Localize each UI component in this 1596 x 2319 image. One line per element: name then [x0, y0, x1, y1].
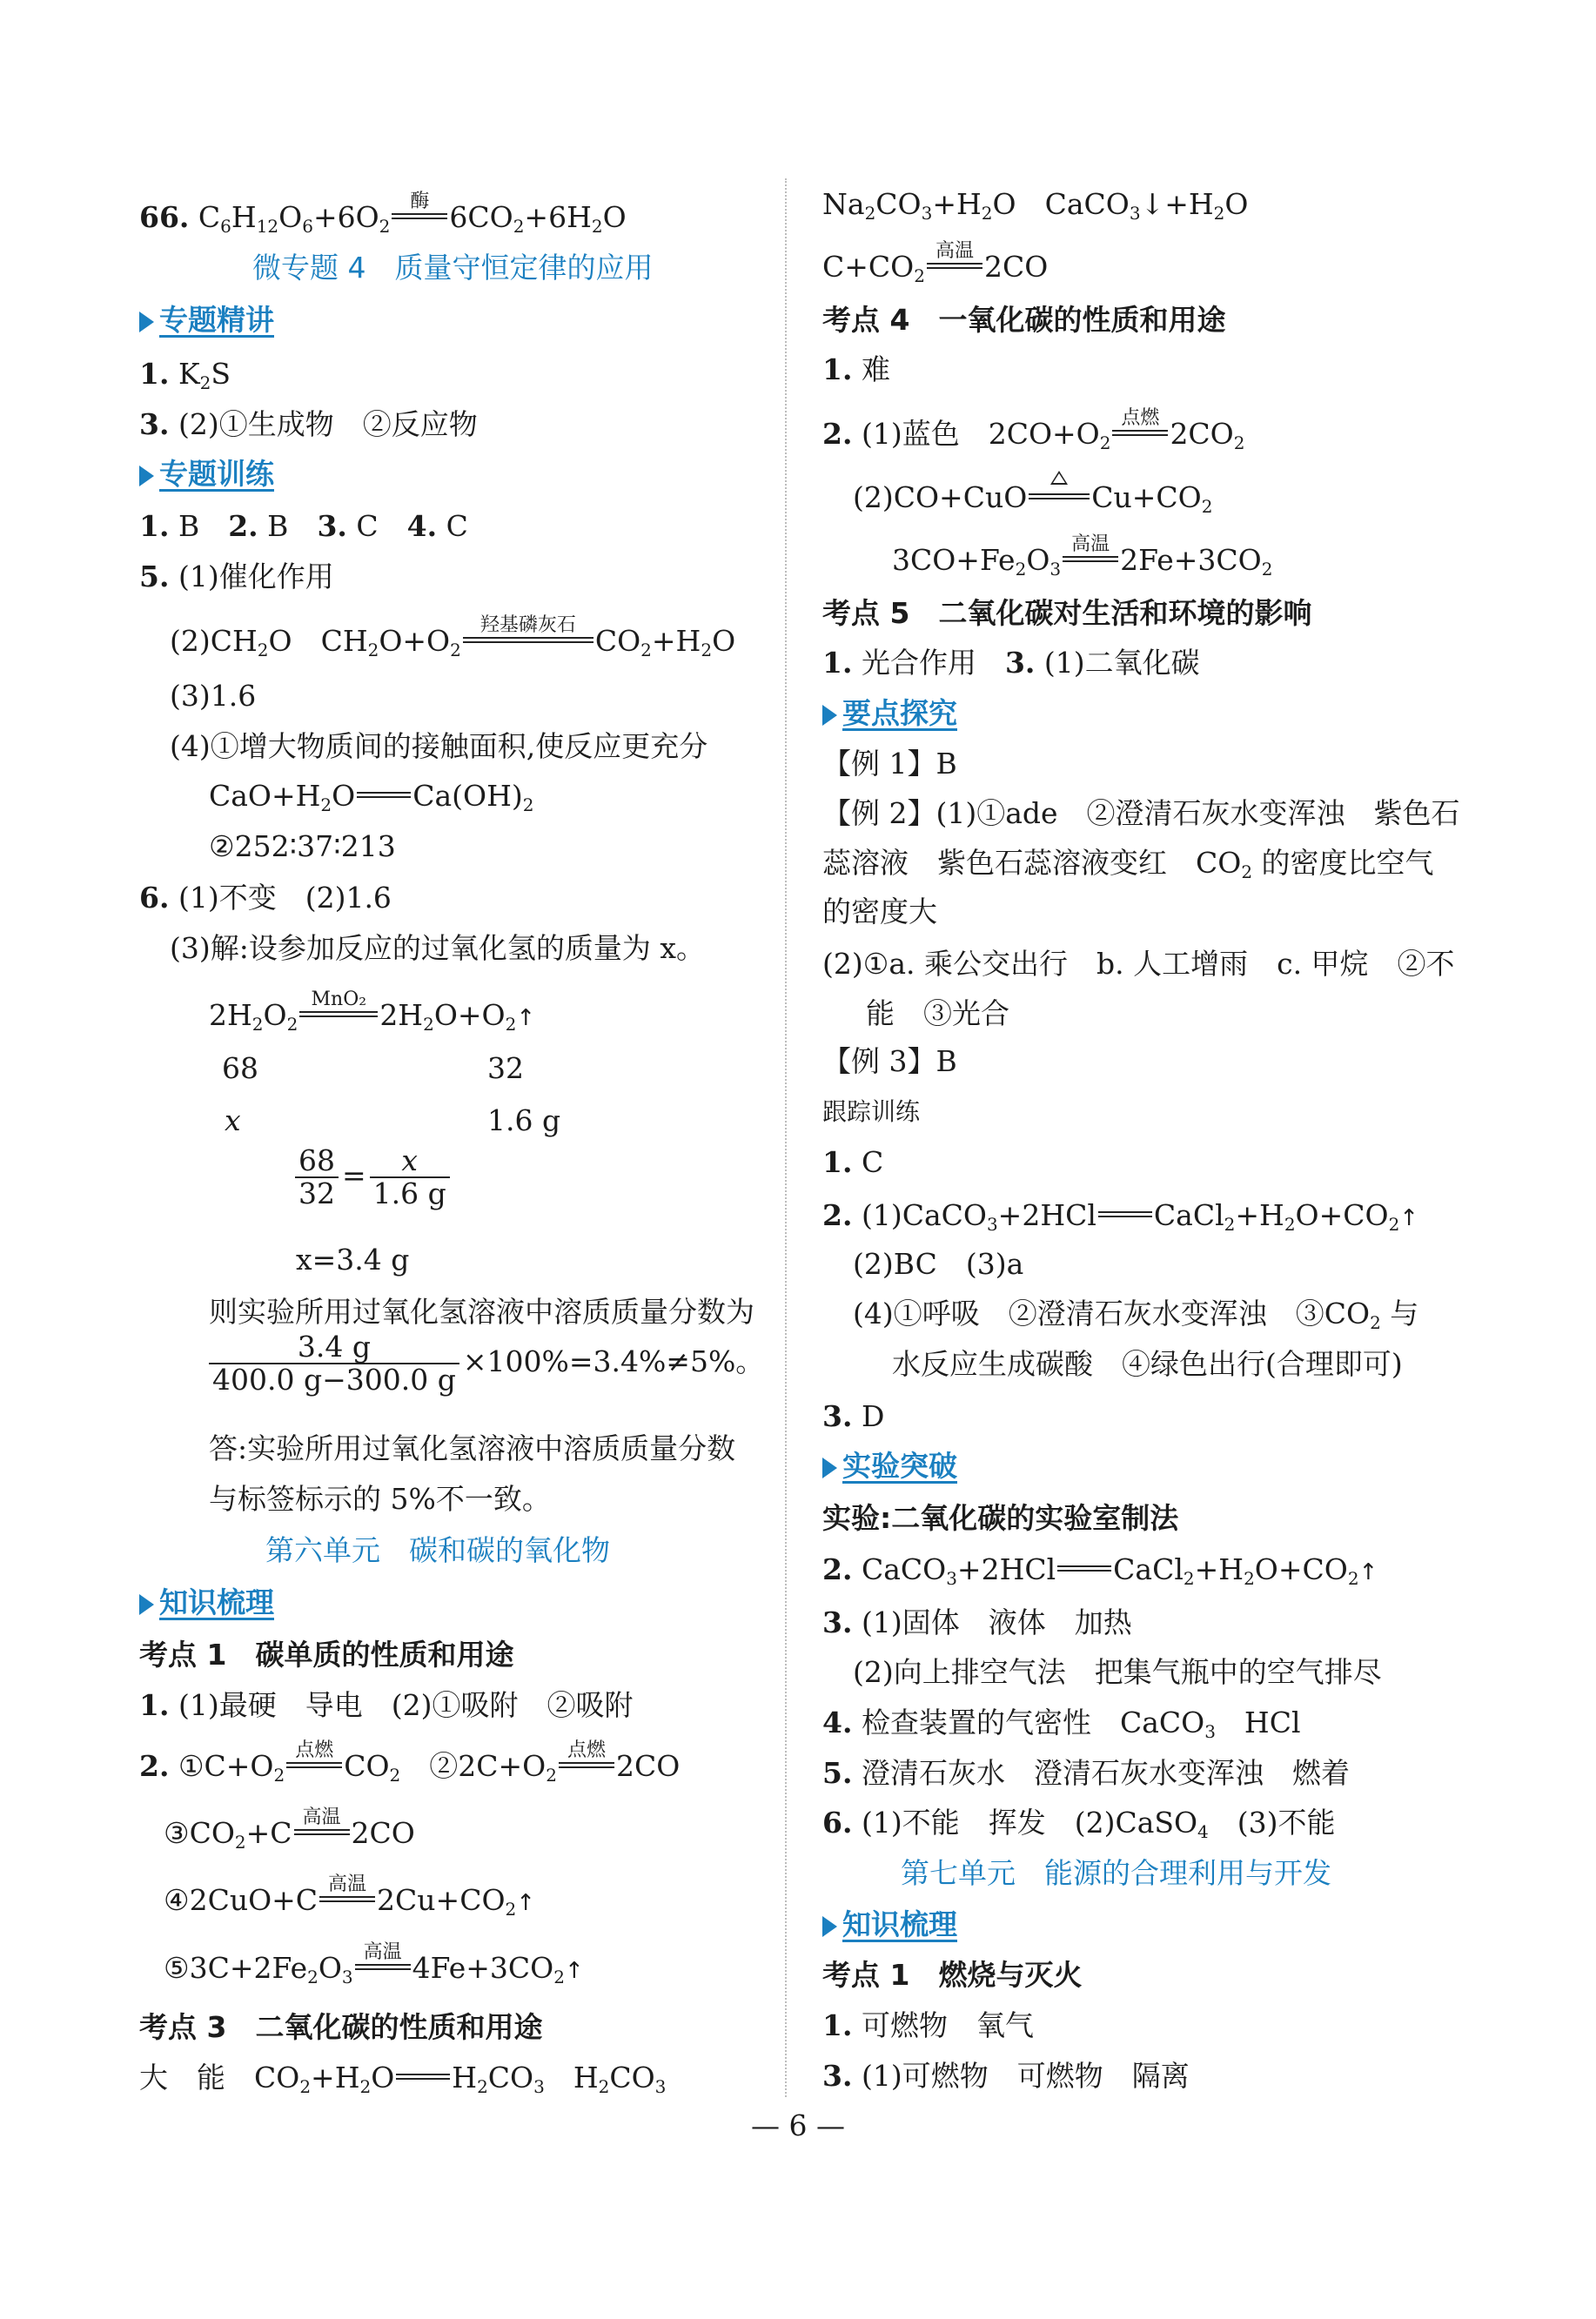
experiment-answer-2: 2. CaCO$_3$+2HCl $CaCl_2+H_2O+CO_2↑$: [822, 1552, 1378, 1589]
unit-7-answer-3: 3. (1)可燃物 可燃物 隔离: [822, 2059, 1190, 2093]
answer-conclusion-2: 与标签标示的 5%不一致。: [209, 1482, 551, 1516]
answer-1: 1. $K_2S$: [139, 357, 231, 393]
section-heading-tupo: 实验突破: [822, 1449, 957, 1484]
tracking-answer-2-4-cont: 水反应生成碳酸 ④绿色出行(合理即可): [892, 1347, 1403, 1381]
proportion-equation: $\frac{68}{32}$ = $\frac{x}{1.6 g}$: [292, 1145, 453, 1210]
experiment-answer-3-2: (2)向上排空气法 把集气瓶中的空气排尽: [853, 1655, 1382, 1689]
section-heading-jingjiang: 专题精讲: [139, 303, 274, 338]
experiment-answer-5: 5. 澄清石灰水 澄清石灰水变浑浊 燃着: [822, 1756, 1350, 1790]
column-divider: [785, 178, 787, 2097]
section-heading-xunlian: 专题训练: [139, 457, 274, 492]
right-equations-1: $Na_2CO_3+H_2O$ $CaCO_3↓+H_2O$: [822, 187, 1249, 224]
answer-5-4-eq: $CaO+H_2O$ $Ca(OH)_2$: [209, 779, 534, 815]
heat-triangle-icon: [1050, 471, 1068, 485]
reaction-4: ④2CuO+C 高温 $2Cu+CO_2↑$: [164, 1873, 536, 1920]
kaodian-1-answer-2: 2. $①C+O_2$ 点燃 $CO_2$ $②2C+O_2$ 点燃 2CO: [139, 1739, 681, 1786]
answer-6-3: (3)解:设参加反应的过氧化氢的质量为 x。: [170, 931, 705, 965]
kaodian-3-heading: 考点 3 二氧化碳的性质和用途: [139, 2010, 543, 2044]
answer-5-4-ratio: ②252∶37∶213: [209, 829, 396, 863]
page-number: — 6 —: [751, 2108, 845, 2142]
tracking-answer-1: 1. C: [822, 1145, 884, 1179]
kaodian-4-answer-2-2: (2)CO+CuO $Cu+CO_2$: [853, 479, 1212, 517]
mass-32: 32: [487, 1051, 524, 1085]
kaodian-4-answer-1: 1. 难: [822, 352, 890, 386]
kaodian-3-answer: 大 能 $CO_2+H_2O$ $H_2CO_3$ $H_2CO_3$: [139, 2061, 667, 2097]
tracking-answer-2-4: (4)①呼吸 ②澄清石灰水变浑浊 $③CO_2$ 与: [853, 1297, 1419, 1333]
tracking-answer-2: 2. (1)CaCO$_3$+2HCl $CaCl_2+H_2O+CO_2↑$: [822, 1198, 1419, 1235]
unit-7-answer-1: 1. 可燃物 氧气: [822, 2008, 1034, 2042]
mass-fraction-intro: 则实验所用过氧化氢溶液中溶质质量分数为: [209, 1295, 754, 1329]
tracking-answer-2-2: (2)BC (3)a: [853, 1247, 1024, 1281]
right-equation-2: $C+CO_2$ 高温 2CO: [822, 240, 1049, 286]
example-1: 【例 1】B: [822, 747, 957, 781]
experiment-answer-3: 3. (1)固体 液体 加热: [822, 1605, 1132, 1639]
kaodian-4-heading: 考点 4 一氧化碳的性质和用途: [822, 303, 1226, 337]
micro-topic-title: 微专题 4 质量守恒定律的应用: [252, 251, 654, 285]
section-heading-shuli: 知识梳理: [139, 1585, 274, 1620]
kaodian-4-answer-2: 2. (1)蓝色 $2CO+O_2$ 点燃 $2CO_2$: [822, 407, 1245, 453]
decomposition-equation: $2H_2O_2$ MnO₂ $2H_2O+O_2↑$: [209, 989, 536, 1035]
answer-6: 6. (1)不变 (2)1.6: [139, 881, 392, 915]
example-3: 【例 3】B: [822, 1044, 957, 1078]
answer-5: 5. (1)催化作用: [139, 560, 334, 593]
example-2-line5: 能 ③光合: [866, 996, 1009, 1030]
example-2-line4: (2)①a. 乘公交出行 b. 人工增雨 c. 甲烷 ②不: [822, 947, 1455, 981]
tracking-answer-3: 3. D: [822, 1399, 885, 1433]
kaodian-4-answer-2-3: $3CO+Fe_2O_3$ 高温 $2Fe+3CO_2$: [892, 533, 1273, 580]
mass-fraction-calc: $\frac{3.4 g}{400.0 g-300.0 g}$ ×100%=3.4%≠5%。: [209, 1331, 764, 1396]
unit-7-kaodian-1-heading: 考点 1 燃烧与灭火: [822, 1958, 1083, 1992]
var-x: x: [225, 1103, 241, 1137]
answer-5-2: $(2)CH_2O$ $CH_2O+O_2$ 羟基磷灰石 $CO_2+H_2O$: [170, 614, 736, 660]
example-2-line2: 蕊溶液 紫色石蕊溶液变红 $CO_2$ 的密度比空气: [822, 846, 1434, 882]
kaodian-1-heading: 考点 1 碳单质的性质和用途: [139, 1638, 514, 1672]
reaction-5: $⑤3C+2Fe_2O_3$ 高温 $4Fe+3CO_2↑$: [164, 1941, 584, 1987]
experiment-heading: 实验:二氧化碳的实验室制法: [822, 1501, 1179, 1535]
answer-66: 66. $C_6H_{12}O_6+6O_2$ 酶 $6CO_2+6H_2O$: [139, 191, 627, 237]
answer-conclusion-1: 答:实验所用过氧化氢溶液中溶质质量分数: [209, 1431, 736, 1465]
example-2-line1: 【例 2】(1)①ade ②澄清石灰水变浑浊 紫色石: [822, 796, 1460, 830]
answer-5-4: (4)①增大物质间的接触面积,使反应更充分: [170, 729, 708, 763]
answer-1-4: 1. B 2. B 3. C 4. C: [139, 509, 468, 543]
answer-3: 3. (2)①生成物 ②反应物: [139, 407, 478, 441]
section-heading-tanjiu: 要点探究: [822, 696, 957, 731]
tracking-practice-label: 跟踪训练: [822, 1097, 921, 1126]
experiment-answer-4: 4. 检查装置的气密性 CaCO$_3$ HCl: [822, 1706, 1301, 1742]
unit-6-title: 第六单元 碳和碳的氧化物: [265, 1533, 610, 1567]
solution-x: x=3.4 g: [296, 1243, 410, 1277]
kaodian-5-answers: 1. 光合作用 3. (1)二氧化碳: [822, 646, 1200, 680]
mass-68: 68: [222, 1051, 258, 1085]
section-heading-shuli-2: 知识梳理: [822, 1907, 957, 1942]
answer-5-3: (3)1.6: [170, 679, 257, 713]
example-2-line3: 的密度大: [822, 895, 937, 928]
mass-1-6g: 1.6 g: [487, 1103, 561, 1137]
unit-7-title: 第七单元 能源的合理利用与开发: [901, 1856, 1331, 1890]
reaction-3: $③CO_2+C$ 高温 2CO: [164, 1806, 415, 1853]
kaodian-5-heading: 考点 5 二氧化碳对生活和环境的影响: [822, 596, 1312, 630]
experiment-answer-6: 6. (1)不能 挥发 (2)CaSO$_4$ (3)不能: [822, 1806, 1336, 1842]
kaodian-1-answer-1: 1. (1)最硬 导电 (2)①吸附 ②吸附: [139, 1688, 634, 1722]
